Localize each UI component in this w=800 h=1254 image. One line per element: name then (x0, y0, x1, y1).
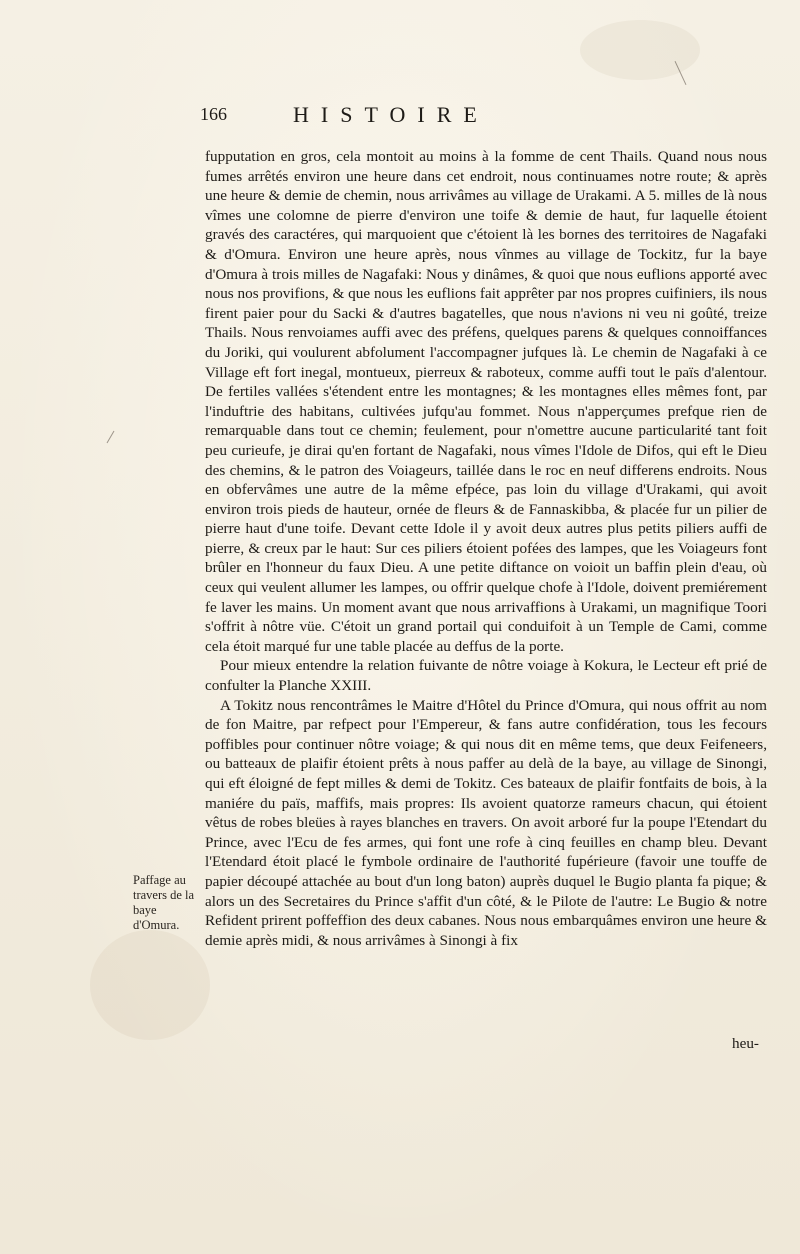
page-number: 166 (200, 104, 227, 124)
paragraph: Pour mieux entendre la relation fuivante de nôtre voiage à Kokura, le Lecteur eft prié de confulter la Planche XXIII. (205, 657, 767, 695)
paper-stain (90, 930, 210, 1040)
body-text (205, 147, 767, 950)
paragraph: fupputation en gros, cela montoit au moins à la fomme de cent Thails. Quand nous nous fumes arrêtés environ une heure dans cet endroit, nous continuames notre route; & après une heure & demie de chemin, nous arrivâmes au village de Urakami. A 5. milles de là nous vîmes une colomne de pierre d'environ une toife & demie de haut, fur laquelle étoient gravés des caractéres, qui marquoient que c'étoient là les bornes des territoires de Nagafaki & d'Omura. Environ une heure après, nous vînmes au village de Tockitz, fur la baye d'Omura à trois milles de Nagafaki: Nous y dinâmes, & quoi que nous euflions apporté avec nous nos provifions, & que nous les euflions fait apprêter par nos propres cuifiniers, ils nous firent paier pour du Sacki & d'autres bagatelles, que nous n'avions ni veu ni goûté, treize Thails. Nous renvoiames auffi avec des préfens, quelques parens & quelques connoiffances du Joriki, qui voulurent abfolument l'accompagner jufques là. Le chemin de Nagafaki à ce Village eft fort inegal, montueux, pierreux & raboteux, comme auffi tout le païs d'alentour. De fertiles vallées s'étendent entre les montagnes; & les montagnes elles mêmes font, par l'induftrie des habitans, cultivées jufqu'au fommet. Nous n'apperçumes prefque rien de remarquable dans tout ce chemin; feulement, pour n'omettre aucune particularité tant foit peu curieufe, je dirai qu'en fortant de Nagafaki, nous vîmes l'Idole de Difos, qui eft le Dieu des chemins, & le patron des Voiageurs, taillée dans le roc en neuf differens endroits. Nous en obfervâmes une autre de la même efpéce, pas loin du village d'Urakami, qui avoit environ trois pieds de hauteur, ornée de fleurs & de Fannaskibba, & placée fur un pilier de pierre haut d'une toife. Devant cette Idole il y avoit deux autres plus petits piliers auffi de pierre, & creux par le haut: Sur ces piliers étoient pofées des lampes, que les Voiageurs font brûler en l'honneur du faux Dieu. A une petite diftance on voioit un baffin plein d'eau, où ceux qui veulent allumer les lampes, ou offrir quelque chofe à l'Idole, doivent premiérement fe laver les mains. Un moment avant que nous arrivaffions à Urakami, un magnifique Toori s'offrit à nôtre vüe. C'étoit un grand portail qui conduifoit à un Temple de Cami, comme cela étoit marqué fur une table placée au deffus de la porte. (205, 148, 767, 655)
paper-stain (580, 20, 700, 80)
paragraph: A Tokitz nous rencontrâmes le Maitre d'Hôtel du Prince d'Omura, qui nous offrit au nom de fon Maitre, par refpect pour l'Empereur, & fans autre confidération, tous les fecours poffibles pour continuer nôtre voiage; & qui nous dit en même tems, que deux Feifeneers, ou batteaux de plaifir étoient prêts à nous paffer au delà de la baye, au village de Sinongi, qui eft éloigné de fept milles & demi de Tokitz. Ces bateaux de plaifir fontfaits de bois, à la maniére du païs, maffifs, mais propres: Ils avoient quatorze rameurs chacun, qui étoient vêtus de robes bleües à rayes blanches en travers. On avoit arboré fur la poupe l'Etendart du Prince, avec l'Ecu de fes armes, qui font une rofe à cinq feuilles en champ bleu. Devant l'Etendard étoit placé le fymbole ordinaire de l'authorité fupérieure (favoir une touffe de papier découpé attachée au bout d'un long baton) auprès duquel le Bugio planta fa pique; & alors un des Secretaires du Prince s'affit d'un côté, & le Pilote de l'autre: Le Bugio & notre Refident prirent poffeffion des deux cabanes. Nous nous embarquâmes environ une heure & demie après midi, & nous arrivâmes à Sinongi à fix (205, 696, 767, 949)
running-title: HISTOIRE (293, 102, 489, 127)
paper-mark (107, 431, 115, 444)
catchword: heu- (732, 1035, 759, 1052)
page-header (198, 104, 768, 138)
margin-note: Paffage au travers de la baye d'Omura. (133, 873, 195, 932)
